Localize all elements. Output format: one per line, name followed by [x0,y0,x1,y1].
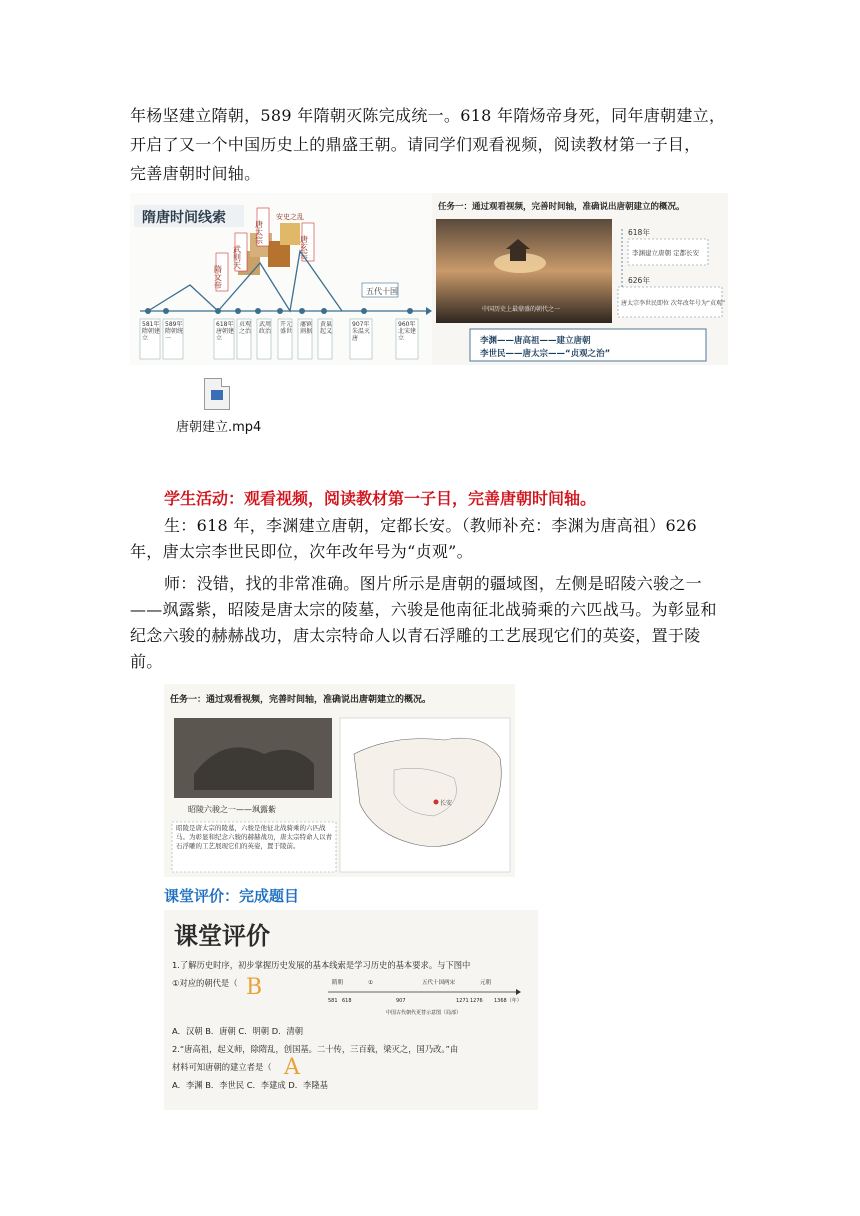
attachment-filename[interactable]: 唐朝建立.mp4 [176,420,262,435]
year-1368: 1368（年） [494,998,522,1004]
timeline-marker: ① [368,980,373,986]
year-907: 907 [396,998,406,1004]
slide2-task-title: 任务一：通过观看视频，完善时间轴，准确说出唐朝建立的概况。 [170,695,432,705]
answer-1: B [246,975,263,1000]
relief-text: 昭陵是唐太宗的陵墓，六骏是他征北战骑乘的六匹战马。为彰显和纪念六骏的赫赫战功，唐太宗特命人以青石浮雕的工艺展现它们的英姿，置于陵前。 [176,824,332,850]
year-618: 618年 [628,228,650,237]
figure-label-4: 唐玄宗 [299,235,309,259]
tang-map-slide-image [164,684,515,877]
slide1-task-title: 任务一：通过观看视频，完善时间轴，准确说出唐朝建立的概况。 [438,202,685,212]
map-label-changan: 长安 [440,800,453,807]
timeline-label-7: 藩镇割据 [300,321,312,335]
activity-title: 学生活动：观看视频，阅读教材第一子目，完善唐朝时间轴。 [164,489,597,508]
timeline-wudai: 五代十国两宋 [422,980,456,986]
summary-line-2: 李世民——唐太宗——“贞观之治” [480,349,611,359]
timeline-label-8: 黄巢起义 [320,321,332,335]
timeline-title: 隋唐时间线索 [142,210,226,226]
year-626: 626年 [628,276,650,285]
timeline-label-4: 贞观之治 [239,321,251,335]
timeline-label-10: 960年北宋建立 [398,321,417,342]
figure-label-1: 隋文帝 [213,265,223,289]
note-618: 李渊建立唐朝 定都长安 [632,249,700,257]
year-1271: 1271 [456,998,469,1004]
question-2: 2.“唐高祖，起义师，除隋乱，创国基。二十传，三百载，梁灭之，国乃改。”由 [172,1044,459,1054]
timeline-label-6: 开元盛世 [280,321,292,335]
intro-line-1: 年杨坚建立隋朝，589 年隋朝灭陈完成统一。618 年隋炀帝身死，同年唐朝建立， [130,106,726,125]
timeline-label-1: 581年隋朝建立 [142,321,160,342]
question-2-stem: 材料可知唐朝的建立者是（ [172,1062,272,1072]
intro-line-2: 开启了又一个中国历史上的鼎盛王朝。请同学们观看视频，阅读教材第一子目， [130,135,701,154]
year-1276: 1276 [470,998,483,1004]
teacher-comment: 师：没错，找的非常准确。图片所示是唐朝的疆域图，左侧是昭陵六骏之一——飒露紫，昭陵是唐太宗的陵墓，六骏是他南征北战骑乘的六匹战马。为彰显和纪念六骏的赫赫战功，唐太宗特命人以青石浮雕的工艺展现它们的英姿，置于陵前。 [130,574,717,671]
year-581: 581 [328,998,338,1004]
note-626: 唐太宗李世民即位 次年改年号为“贞观” [621,300,726,307]
video-caption: 中国历史上最鼎盛的朝代之一 [482,306,561,313]
question-1-stem: ①对应的朝代是（ [172,978,238,988]
video-file-icon[interactable] [204,378,230,410]
evaluation-slide-image [164,910,538,1110]
figure-label-3: 唐太宗 [254,220,264,244]
timeline-sui: 隋朝 [332,980,344,986]
timeline-slide-image [130,193,728,365]
evaluation-title: 课堂评价：完成题目 [164,887,300,905]
relief-caption: 昭陵六骏之一——飒露紫 [188,805,276,814]
question-1-options: A．汉朝 B．唐朝 C．明朝 D．清朝 [172,1026,304,1036]
timeline-yuan: 元朝 [480,980,492,986]
intro-line-3: 完善唐朝时间轴。 [130,164,261,183]
timeline-label-3: 618年唐朝建立 [216,321,234,342]
timeline-label-5: 武周政治 [259,321,271,335]
video-badge [211,390,223,400]
answer-2: A [284,1055,300,1080]
question-2-options: A．李渊 B．李世民 C．李建成 D．李隆基 [172,1080,328,1090]
eval-slide-title: 课堂评价 [174,922,270,950]
timeline-label-2: 589年隋朝统一 [165,321,183,342]
question-1: 1.了解历史时序，初步掌握历史发展的基本线索是学习历史的基本要求。与下图中 [172,960,471,970]
figure-label-2: 武则天 [232,245,242,269]
wudai-label: 五代十国 [366,287,398,296]
summary-line-1: 李渊——唐高祖——建立唐朝 [480,336,591,346]
figure-label-anshi: 安史之乱 [276,213,304,221]
year-618: 618 [342,998,352,1004]
timeline-label-9: 907年朱温灭唐 [352,321,371,342]
student-answer: 生：618 年，李渊建立唐朝，定都长安。（教师补充：李渊为唐高祖）626 年，唐太宗李世民即位，次年改年号为“贞观”。 [130,516,697,561]
timeline-caption: 中国古代朝代更替示意图（局部） [386,1010,462,1016]
